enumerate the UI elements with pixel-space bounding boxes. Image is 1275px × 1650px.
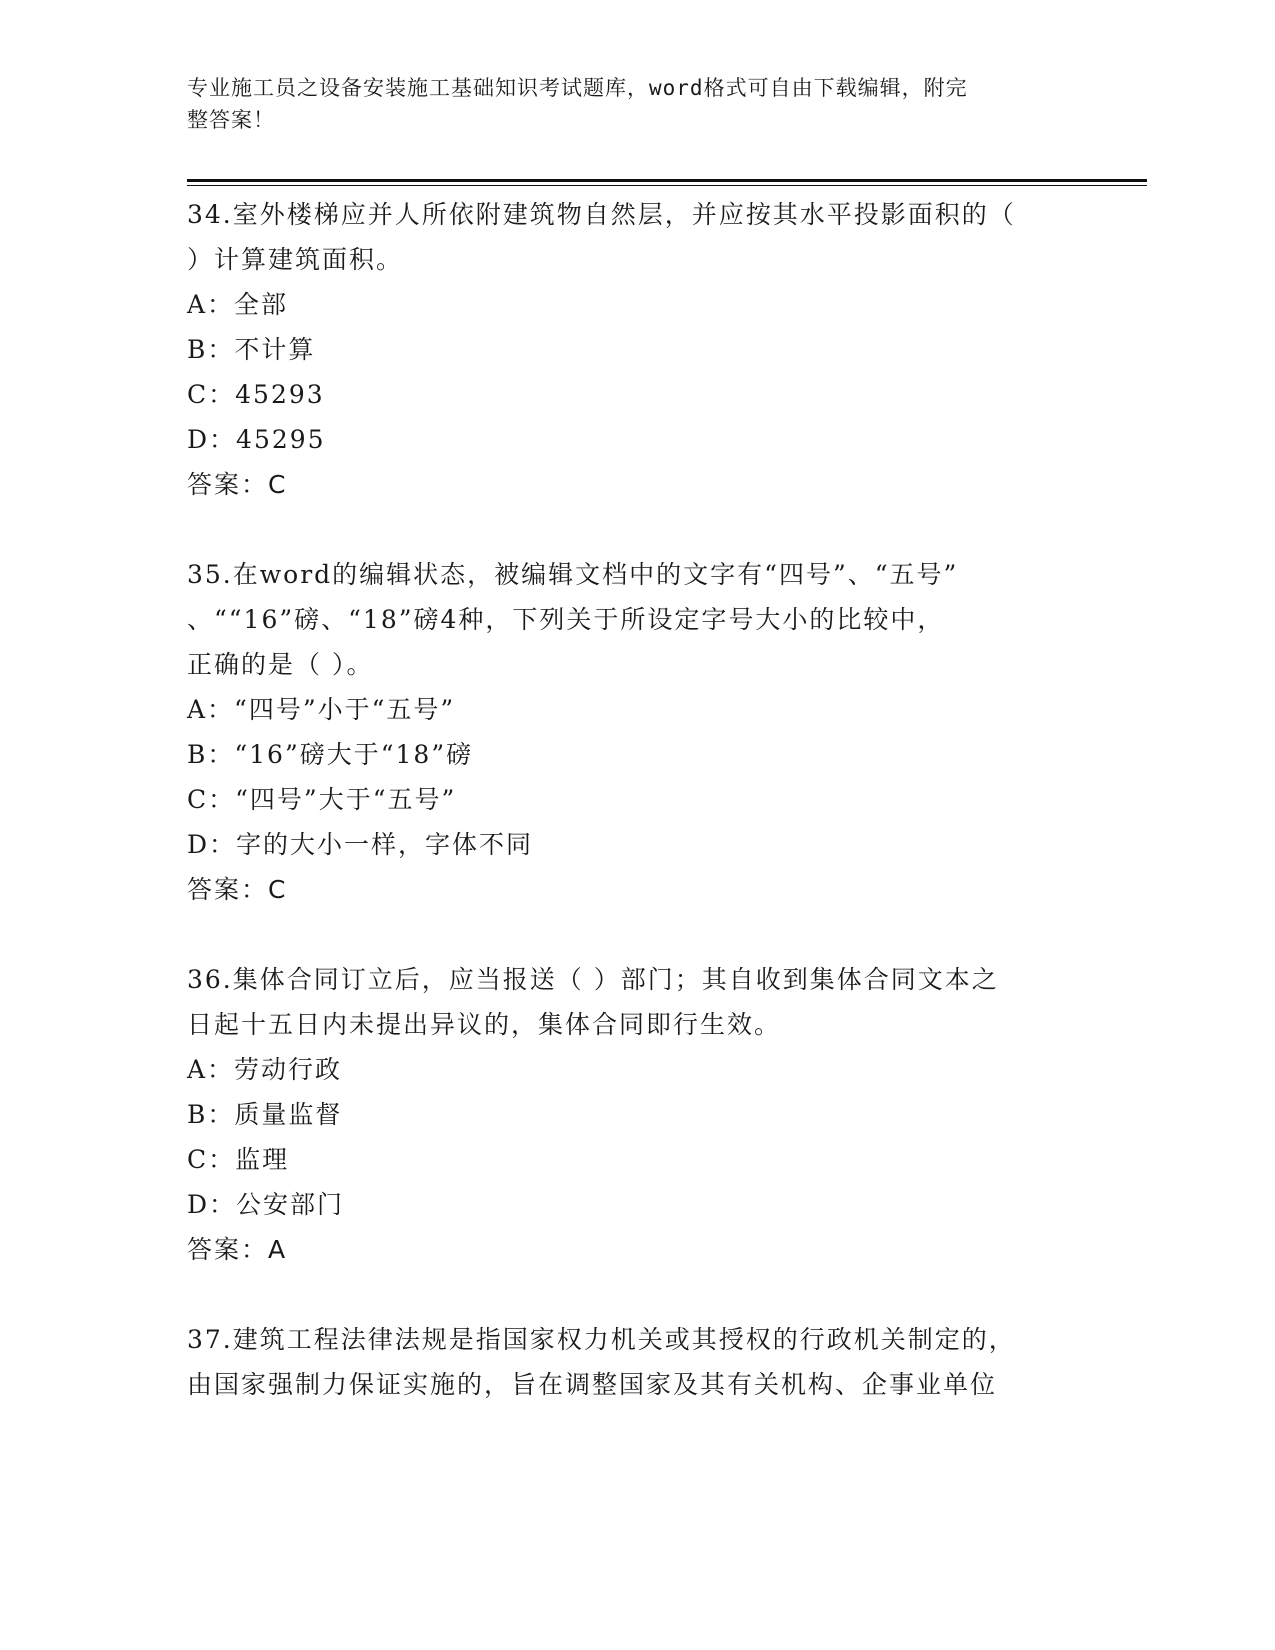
option-c: C：监理: [187, 1145, 290, 1174]
question-34: [187, 192, 1087, 507]
question-37: [187, 1317, 1087, 1407]
document-header: [187, 72, 1087, 136]
option-a: A：全部: [187, 290, 289, 319]
option-a: A：“四号”小于“五号”: [187, 695, 456, 724]
option-b: B：质量监督: [187, 1100, 343, 1129]
question-36: [187, 957, 1087, 1272]
option-c: C：45293: [187, 380, 325, 409]
answer-line: 答案：C: [187, 470, 288, 499]
header-line-2: 整答案！: [187, 108, 275, 132]
question-stem-line: 由国家强制力保证实施的，旨在调整国家及其有关机构、企事业单位: [187, 1370, 998, 1399]
option-b: B：不计算: [187, 335, 316, 364]
question-stem-line: 日起十五日内未提出异议的，集体合同即行生效。: [187, 1010, 782, 1039]
option-a: A：劳动行政: [187, 1055, 343, 1084]
option-d: D：字的大小一样，字体不同: [187, 830, 534, 859]
header-rule-thin: [187, 185, 1147, 186]
question-35: [187, 552, 1087, 912]
header-line-1: 专业施工员之设备安装施工基础知识考试题库，word格式可自由下载编辑，附完: [187, 76, 968, 100]
question-stem-line: 35.在word的编辑状态，被编辑文档中的文字有“四号”、“五号”: [187, 560, 959, 589]
question-stem-line: 正确的是（ ）。: [187, 650, 374, 679]
option-c: C：“四号”大于“五号”: [187, 785, 457, 814]
option-b: B：“16”磅大于“18”磅: [187, 740, 474, 769]
option-d: D：45295: [187, 425, 326, 454]
option-d: D：公安部门: [187, 1190, 345, 1219]
question-stem-line: 36.集体合同订立后，应当报送（ ）部门；其自收到集体合同文本之: [187, 965, 999, 994]
question-list: [187, 192, 1087, 1452]
header-rule-thick: [187, 179, 1147, 182]
question-stem-line: 37.建筑工程法律法规是指国家权力机关或其授权的行政机关制定的，: [187, 1325, 1016, 1354]
question-stem-line: 34.室外楼梯应并人所依附建筑物自然层，并应按其水平投影面积的（: [187, 200, 1016, 229]
answer-line: 答案：C: [187, 875, 288, 904]
question-stem-line: ）计算建筑面积。: [187, 245, 404, 274]
question-stem-line: 、““16”磅、“18”磅4种，下列关于所设定字号大小的比较中，: [187, 605, 945, 634]
answer-line: 答案：A: [187, 1235, 288, 1264]
